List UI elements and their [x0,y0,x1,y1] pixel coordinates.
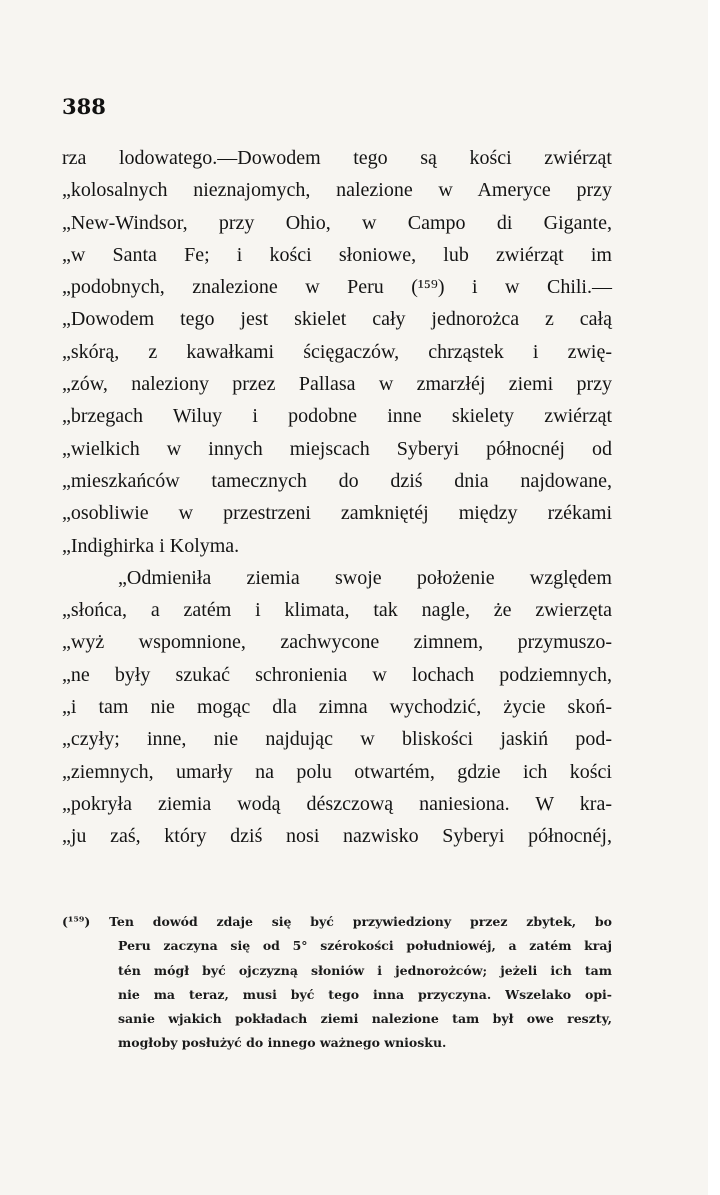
text-line: „w Santa Fe; i kości słoniowe, lub zwiérząt im [62,243,612,266]
text-line: „Dowodem tego jest skielet cały jednorożca z całą [62,308,612,331]
text-line: „wyż wspomnione, zachwycone zimnem, przymuszo- [62,631,612,654]
footnote-line: Peru zaczyna się od 5° szérokości południowéj, a zatém kraj [118,938,612,954]
text-line: „kolosalnych nieznajomych, nalezione w Ameryce przy [62,179,612,202]
text-line: „zów, naleziony przez Pallasa w zmarzłéj ziemi przy [62,373,612,396]
text-line: „pokryła ziemia wodą dészczową naniesiona. W kra- [62,792,612,815]
text-line: „i tam nie mogąc dla zimna wychodzić, życie skoń- [62,696,612,719]
text-line: „Odmieniła ziemia swoje położenie względem [118,566,612,589]
text-line: „czyły; inne, nie najdując w bliskości jaskiń pod- [62,728,612,751]
page-edge [708,0,720,1195]
text-line: „New-Windsor, przy Ohio, w Campo di Gigante, [62,211,612,234]
text-line: rza lodowatego.—Dowodem tego są kości zwiérząt [62,147,612,169]
footnote-line: sanie wjakich pokładach ziemi nalezione tam był owe reszty, [118,1011,612,1027]
text-line: „osobliwie w przestrzeni zamkniętéj między rzékami [62,502,612,525]
page-number: 388 [62,94,106,119]
text-line: „słońca, a zatém i klimata, tak nagle, że zwierzęta [62,599,612,622]
body-text [62,142,612,853]
text-line: „ju zaś, który dziś nosi nazwisko Syberyi północnéj, [62,825,612,848]
text-line: „brzegach Wiluy i podobne inne skielety zwiérząt [62,405,612,428]
text-line: „ne były szukać schronienia w lochach podziemnych, [62,663,612,686]
text-line: „skórą, z kawałkami ścięgaczów, chrząstek i zwię- [62,340,612,363]
footnote [62,910,612,1056]
footnote-line: nie ma teraz, musi być tego inna przyczyna. Wszelako opi- [118,986,612,1002]
text-line: „Indighirka i Kolyma. [62,534,240,557]
text-line: „ziemnych, umarły na polu otwartém, gdzie ich kości [62,760,612,783]
footnote-line: tén mógł być ojczyzną słoniów i jednorożców; jeżeli ich tam [118,962,612,978]
text-line: „wielkich w innych miejscach Syberyi północnéj od [62,437,612,460]
text-line: „mieszkańców tamecznych do dziś dnia najdowane, [62,469,612,492]
footnote-line: mogłoby posłużyć do innego ważnego wniosku. [118,1035,447,1051]
footnote-line: (¹⁵⁹) Ten dowód zdaje się być przywiedziony przez zbytek, bo [62,914,612,929]
text-line: „podobnych, znalezione w Peru (¹⁵⁹) i w Chili.— [62,276,612,299]
